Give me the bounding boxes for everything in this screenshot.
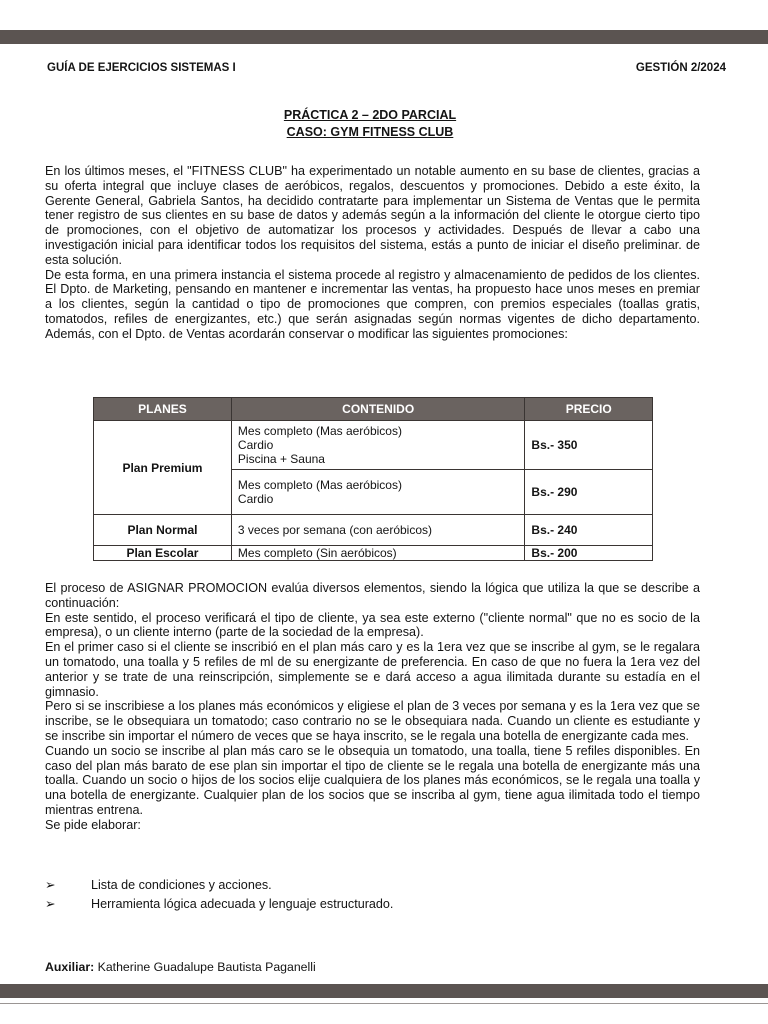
intro-section bbox=[45, 164, 700, 342]
case-title: CASO: GYM FITNESS CLUB bbox=[286, 125, 454, 139]
document-header bbox=[47, 62, 726, 74]
arrow-bullet-icon: ➢ bbox=[45, 897, 56, 911]
table-row bbox=[94, 546, 653, 561]
plan-escolar-name: Plan Escolar bbox=[94, 546, 232, 561]
table-row bbox=[94, 421, 653, 470]
assistant-name: Katherine Guadalupe Bautista Paganelli bbox=[97, 960, 316, 974]
bottom-border-bar bbox=[0, 984, 768, 998]
logic-paragraph: Cuando un socio se inscribe al plan más caro se le obsequia un tomatodo, una toalla, tiene 5 refiles disponibles. En caso del plan más barato de ese plan sin importar el tipo de cliente se le regala una botella de energizante más una toalla. Cuando un socio o hijos de los socios elije cualquiera de los planes más económicos, se le regala una toalla y una botella de energizante. Cualquier plan de los socios que se inscriba al gym, tiene agua ilimitada todo el tiempo mientras entrena. bbox=[45, 743, 700, 817]
plan-premium-price-1: Bs.- 350 bbox=[525, 421, 653, 470]
plan-premium-price-2: Bs.- 290 bbox=[525, 470, 653, 515]
header-precio: PRECIO bbox=[525, 398, 653, 421]
term-label: GESTIÓN 2/2024 bbox=[635, 62, 726, 74]
header-planes: PLANES bbox=[94, 398, 232, 421]
logic-paragraph: Se pide elaborar: bbox=[45, 817, 141, 832]
table-row bbox=[94, 515, 653, 546]
plan-premium-content-1 bbox=[231, 421, 525, 470]
list-item-text: Herramienta lógica adecuada y lenguaje estructurado. bbox=[91, 897, 394, 911]
intro-paragraph: De esta forma, en una primera instancia el sistema procede al registro y almacenamiento de pedidos de los clientes. El Dpto. de Marketing, pensando en mantener e incrementar las ventas, ha propuesto hace unos meses en premiar a los clientes, según la cantidad o tipo de promociones que compren, con premios especiales (toallas gratis, tomatodos, refiles de energizantes, etc.) que serán asignadas según normas vigentes de dicho departamento. Además, con el Dpto. de Ventas acordarán conservar o modificar las siguientes promociones: bbox=[45, 267, 700, 341]
content-line: Mes completo (Mas aeróbicos) bbox=[237, 478, 402, 492]
document-footer bbox=[45, 960, 316, 974]
list-item bbox=[45, 876, 700, 895]
content-line: Piscina + Sauna bbox=[237, 452, 325, 466]
table-header-row bbox=[94, 398, 653, 421]
list-item bbox=[45, 895, 700, 914]
logic-section bbox=[45, 581, 700, 833]
footer-label: Auxiliar: bbox=[45, 960, 95, 974]
document-titles bbox=[0, 107, 740, 141]
content-line: Mes completo (Mas aeróbicos) bbox=[237, 424, 402, 438]
list-item-text: Lista de condiciones y acciones. bbox=[91, 878, 272, 892]
plan-premium-name: Plan Premium bbox=[94, 421, 232, 515]
plan-normal-price: Bs.- 240 bbox=[525, 515, 653, 546]
content-line: Cardio bbox=[237, 438, 274, 452]
logic-paragraph: En el primer caso si el cliente se inscribió en el plan más caro y es la 1era vez que se inscribe al gym, se le regalara un tomatodo, una toalla y 5 refiles de ml de su energizante de preferencia. En caso de que no fuera la 1era vez del anterior y se trate de una reinscripción, simplemente se e dará acceso a agua ilimitada durante su estadía en el gimnasio. bbox=[45, 640, 700, 699]
logic-paragraph: El proceso de ASIGNAR PROMOCION evalúa diversos elementos, siendo la lógica que utiliza la que se describe a continuación: bbox=[45, 581, 700, 610]
header-contenido: CONTENIDO bbox=[231, 398, 525, 421]
arrow-bullet-icon: ➢ bbox=[45, 878, 56, 892]
plan-normal-name: Plan Normal bbox=[94, 515, 232, 546]
requirements-list bbox=[45, 876, 700, 914]
practice-title: PRÁCTICA 2 – 2DO PARCIAL bbox=[283, 108, 457, 122]
top-border-bar bbox=[0, 30, 768, 44]
logic-paragraph: En este sentido, el proceso verificará el tipo de cliente, ya sea este externo ("cliente normal" que no es socio de la empresa), o un cliente interno (parte de la sociedad de la empresa). bbox=[45, 610, 700, 640]
logic-paragraph: Pero si se inscribiese a los planes más económicos y eligiese el plan de 3 veces por semana y es la 1era vez que se inscribe, se le obsequiara un tomatodo; caso contrario no se le obsequiara nada. Cuando un cliente es estudiante y se inscribe sin importar el número de veces que se haya inscrito, se le regala una botella de energizante cada mes. bbox=[45, 699, 700, 743]
intro-paragraph: En los últimos meses, el "FITNESS CLUB" ha experimentado un notable aumento en su base de clientes, gracias a su oferta integral que incluye clases de aeróbicos, regalos, descuentos y promociones. Debido a este éxito, la Gerente General, Gabriela Santos, ha decidido contratarte para implementar un Sistema de Ventas que le permita tener registro de sus clientes en su base de datos y además según a la información del cliente le otorgue cierto tipo de promociones, con el objetivo de automatizar los procesos y actividades. Después de llevar a cabo una investigación inicial para identificar todos los requisitos del sistema, estás a punto de iniciar el diseño preliminar. de esta solución. bbox=[45, 164, 700, 267]
plans-table bbox=[93, 397, 653, 561]
content-line: Cardio bbox=[237, 492, 274, 506]
course-title: GUÍA DE EJERCICIOS SISTEMAS I bbox=[47, 62, 236, 74]
bottom-divider bbox=[0, 1003, 768, 1004]
plan-premium-content-2 bbox=[231, 470, 525, 515]
plan-escolar-price: Bs.- 200 bbox=[525, 546, 653, 561]
plan-normal-content: 3 veces por semana (con aeróbicos) bbox=[231, 515, 525, 546]
plan-escolar-content: Mes completo (Sin aeróbicos) bbox=[231, 546, 525, 561]
